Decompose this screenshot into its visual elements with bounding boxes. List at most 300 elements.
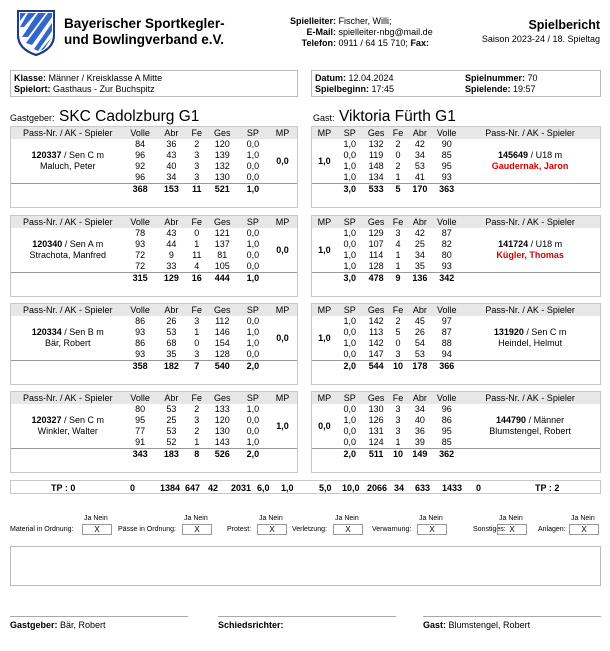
table-cell: 1,0 [246, 327, 260, 337]
spielende-label: Spielende: [465, 84, 511, 94]
table-cell: 148 [368, 161, 384, 171]
report-title: Spielbericht [528, 18, 600, 32]
table-cell: 129 [368, 228, 384, 238]
table-cell: 130 [214, 426, 230, 436]
leader-value: Fischer, Willi; [338, 16, 392, 26]
table-cell: 1,0 [343, 172, 356, 182]
table-cell: 34 [414, 250, 425, 260]
host-signature-line [10, 616, 188, 617]
sum-cell: 7 [187, 361, 207, 373]
sum-row [11, 184, 297, 196]
table-cell: 26 [166, 316, 177, 326]
sum-cell: 183 [156, 449, 187, 461]
table-cell: 1,0 [343, 338, 357, 348]
sum-cell: 343 [124, 449, 155, 461]
check-box[interactable]: X [417, 524, 447, 535]
table-cell: 131 [368, 426, 384, 436]
away-col-header: Ges [363, 127, 390, 139]
player-pass: 120334 [31, 327, 62, 337]
table-row [11, 139, 297, 150]
home-player-cell [11, 139, 124, 184]
table-cell: 0,0 [246, 316, 260, 326]
away-team-label: Gast: [313, 113, 335, 123]
table-cell: 82 [441, 239, 452, 249]
home-col-header: Volle [124, 127, 155, 139]
datum-value: 12.04.2024 [348, 73, 394, 83]
away-player-cell [460, 404, 600, 449]
table-cell: 0 [194, 228, 200, 238]
table-cell: 4 [194, 261, 200, 271]
check-box[interactable]: X [333, 524, 363, 535]
player-ak: / Sen C m [523, 327, 567, 337]
check-box[interactable]: X [82, 524, 112, 535]
away-player-mp: 1,0 [318, 244, 331, 255]
table-cell: 3 [194, 161, 200, 171]
table-cell: 85 [441, 150, 452, 160]
sum-cell: 1,0 [238, 273, 268, 285]
table-cell: 2 [395, 316, 401, 326]
table-cell: 80 [135, 404, 146, 414]
report-header [482, 18, 600, 44]
home-team-label: Gastgeber: [10, 113, 55, 123]
player-pass: 120340 [32, 239, 63, 249]
table-cell: 44 [166, 239, 177, 249]
home-col-header: Volle [124, 304, 155, 316]
table-cell: 93 [135, 349, 146, 359]
table-cell: 3 [194, 415, 200, 425]
table-cell: 0,0 [343, 239, 357, 249]
table-cell: 40 [166, 161, 177, 171]
sum-row [11, 273, 297, 285]
away-player-cell [460, 228, 600, 273]
table-cell: 35 [414, 261, 425, 271]
table-cell: 2 [194, 426, 200, 436]
table-cell: 0,0 [246, 139, 260, 149]
org-line-2: und Bowlingverband e.V. [64, 32, 225, 47]
home-col-header: Abr [156, 216, 187, 228]
away-bonus: 0 [476, 483, 482, 493]
association-logo [14, 5, 58, 57]
table-cell: 1,0 [246, 239, 260, 249]
spielnummer-value: 70 [527, 73, 538, 83]
guest-signature [423, 620, 530, 630]
sum-cell: 11 [187, 184, 207, 196]
player-name: Bär, Robert [44, 338, 91, 348]
sum-row [312, 184, 600, 196]
table-cell: 133 [214, 404, 230, 414]
sum-cell: 511 [363, 449, 390, 461]
contact-block [248, 16, 448, 49]
table-cell: 1,0 [343, 415, 356, 425]
home-col-header: Abr [156, 392, 187, 404]
table-cell: 1,0 [343, 161, 356, 171]
player-pass: 120337 [31, 150, 62, 160]
table-row [312, 316, 600, 327]
home-col-header: Pass-Nr. / AK - Spieler [11, 304, 124, 316]
away-player-mp: 0,0 [318, 420, 331, 431]
sum-cell: 9 [390, 273, 407, 285]
table-cell: 86 [441, 415, 452, 425]
sum-cell: 178 [406, 361, 433, 373]
table-cell: 86 [135, 338, 146, 348]
table-cell: 45 [414, 316, 425, 326]
home-col-header: Pass-Nr. / AK - Spieler [11, 127, 124, 139]
table-cell: 3 [395, 228, 401, 238]
away-team-name: Viktoria Fürth G1 [338, 108, 456, 125]
sum-cell: 342 [433, 273, 460, 285]
sum-cell: 153 [156, 184, 187, 196]
check-box[interactable]: X [569, 524, 599, 535]
table-cell: 1 [395, 261, 401, 271]
guest-sig-label: Gast: [423, 620, 447, 630]
away-player-block [311, 126, 601, 208]
table-cell: 36 [166, 139, 177, 149]
table-cell: 87 [441, 228, 452, 238]
table-row [312, 139, 600, 150]
player-name: Heindel, Helmut [498, 338, 563, 348]
away-col-header: Abr [406, 392, 433, 404]
sum-cell: 363 [433, 184, 460, 196]
table-cell: 105 [214, 261, 230, 271]
table-cell: 53 [166, 426, 177, 436]
away-player-mp: 1,0 [318, 155, 331, 166]
table-cell: 91 [135, 437, 146, 447]
home-col-header: Ges [207, 216, 238, 228]
player-name: Winkler, Walter [37, 426, 98, 436]
home-player-cell [11, 404, 124, 449]
home-total-sp: 6,0 [257, 483, 270, 493]
table-cell: 0,0 [246, 426, 260, 436]
check-label: Material in Ordnung: [10, 526, 74, 533]
away-col-header: Abr [406, 304, 433, 316]
sum-cell: 478 [363, 273, 390, 285]
table-cell: 54 [414, 338, 425, 348]
player-ak: / U18 m [528, 239, 563, 249]
home-player-mp: 0,0 [276, 244, 289, 255]
spielort-value: Gasthaus - Zur Buchspitz [53, 84, 155, 94]
ja-nein-header: Ja Nein [259, 515, 283, 522]
email-value[interactable]: spielleiter-nbg@mail.de [338, 27, 433, 37]
table-cell: 0,0 [343, 426, 356, 436]
sum-cell: 533 [363, 184, 390, 196]
table-cell: 53 [166, 327, 177, 337]
away-col-header: Abr [406, 127, 433, 139]
sum-cell: 10 [390, 449, 407, 461]
ja-nein-header: Ja Nein [419, 515, 443, 522]
player-ak: / U18 m [528, 150, 563, 160]
table-cell: 92 [135, 161, 146, 171]
table-cell: 26 [414, 327, 425, 337]
check-box[interactable]: X [182, 524, 212, 535]
table-cell: 52 [166, 437, 177, 447]
table-cell: 2 [194, 404, 200, 414]
table-cell: 2 [194, 139, 200, 149]
home-col-header: Ges [207, 304, 238, 316]
referee-signature-line [218, 616, 396, 617]
check-box[interactable]: X [497, 524, 527, 535]
table-cell: 3 [194, 172, 200, 182]
table-cell: 0,0 [246, 172, 260, 182]
table-cell: 93 [441, 172, 452, 182]
table-cell: 1 [194, 327, 200, 337]
away-col-header: MP [312, 216, 337, 228]
table-cell: 1,0 [343, 316, 357, 326]
table-cell: 34 [166, 172, 177, 182]
table-cell: 1,0 [246, 338, 260, 348]
player-ak: / Sen C m [61, 150, 105, 160]
sum-cell: 136 [406, 273, 433, 285]
away-col-header: Fe [390, 127, 407, 139]
sum-cell: 526 [207, 449, 238, 461]
sum-cell: 182 [156, 361, 187, 373]
klasse-label: Klasse: [14, 73, 47, 83]
table-cell: 3 [395, 349, 401, 359]
table-row [312, 404, 600, 415]
sum-cell: 2,0 [238, 449, 268, 461]
home-col-header: Abr [156, 127, 187, 139]
table-cell: 35 [166, 349, 177, 359]
away-col-header: Volle [433, 127, 460, 139]
table-cell: 154 [214, 338, 230, 348]
player-pass: 144790 [496, 415, 527, 425]
org-line-1: Bayerischer Sportkegler- [64, 16, 225, 31]
table-cell: 0,0 [343, 150, 356, 160]
table-cell: 25 [414, 239, 425, 249]
away-col-header: Ges [363, 304, 390, 316]
sum-row [11, 361, 297, 373]
table-cell: 119 [368, 150, 384, 160]
home-team-name: SKC Cadolzburg G1 [58, 108, 200, 125]
sum-cell: 358 [124, 361, 155, 373]
table-cell: 9 [168, 250, 174, 260]
sum-cell: 2,0 [337, 361, 363, 373]
table-cell: 36 [414, 426, 425, 436]
table-cell: 53 [414, 161, 425, 171]
table-cell: 126 [368, 415, 384, 425]
table-cell: 124 [368, 437, 384, 447]
sum-cell: 149 [406, 449, 433, 461]
sum-cell: 129 [156, 273, 187, 285]
table-cell: 0,0 [246, 349, 260, 359]
home-col-header: Fe [187, 304, 207, 316]
table-cell: 53 [414, 349, 425, 359]
sum-cell: 521 [207, 184, 238, 196]
table-cell: 143 [214, 437, 230, 447]
home-player-mp: 1,0 [276, 420, 289, 431]
home-player-table [11, 392, 297, 460]
home-player-mp: 0,0 [276, 155, 289, 166]
referee-sig-label: Schiedsrichter: [218, 620, 284, 630]
table-cell: 77 [135, 426, 146, 436]
table-row [11, 404, 297, 415]
player-name: Strachota, Manfred [29, 250, 106, 260]
away-player-cell [460, 316, 600, 361]
table-cell: 96 [441, 404, 452, 414]
table-cell: 95 [441, 426, 452, 436]
phone-value: 0911 / 64 15 710; [338, 38, 408, 48]
away-col-header: Fe [390, 392, 407, 404]
table-cell: 4 [395, 239, 401, 249]
table-cell: 120 [214, 139, 230, 149]
totals-bar [10, 480, 601, 494]
home-player-block [10, 215, 298, 297]
home-col-header: Pass-Nr. / AK - Spieler [11, 392, 124, 404]
table-cell: 39 [414, 437, 425, 447]
leader-label: Spielleiter: [289, 16, 336, 26]
player-pass: 131920 [493, 327, 524, 337]
table-cell: 95 [441, 161, 452, 171]
ja-nein-header: Ja Nein [184, 515, 208, 522]
home-col-header: Abr [156, 304, 187, 316]
table-cell: 93 [441, 261, 452, 271]
phone-label: Telefon: [301, 38, 336, 48]
match-class-box [10, 70, 298, 97]
away-col-header: SP [337, 216, 363, 228]
table-cell: 42 [414, 228, 425, 238]
home-total-mp: 1,0 [281, 483, 294, 493]
table-cell: 93 [135, 327, 146, 337]
player-name: Kügler, Thomas [496, 250, 564, 260]
table-cell: 1 [194, 437, 200, 447]
home-bonus: 0 [130, 483, 136, 493]
home-col-header: Pass-Nr. / AK - Spieler [11, 216, 124, 228]
away-total-fe: 34 [394, 483, 405, 493]
table-cell: 128 [368, 261, 384, 271]
table-cell: 42 [414, 139, 425, 149]
table-cell: 0,0 [246, 415, 260, 425]
home-player-cell [11, 316, 124, 361]
sum-cell: 540 [207, 361, 238, 373]
table-cell: 0,0 [246, 228, 260, 238]
table-cell: 0,0 [343, 349, 357, 359]
remarks-box[interactable] [10, 546, 601, 586]
away-team-heading [313, 108, 456, 126]
home-col-header: SP [238, 304, 268, 316]
table-cell: 25 [166, 415, 177, 425]
table-cell: 112 [215, 316, 230, 326]
sum-cell: 444 [207, 273, 238, 285]
table-cell: 142 [368, 338, 384, 348]
away-col-header: Pass-Nr. / AK - Spieler [460, 216, 600, 228]
home-player-block [10, 391, 298, 473]
home-player-block [10, 303, 298, 385]
away-col-header: Fe [390, 304, 407, 316]
home-player-table [11, 127, 297, 195]
away-player-block [311, 391, 601, 473]
sum-row [11, 449, 297, 461]
table-cell: 93 [135, 239, 146, 249]
table-cell: 94 [441, 349, 452, 359]
table-cell: 132 [214, 161, 230, 171]
table-cell: 53 [166, 404, 177, 414]
ja-nein-header: Ja Nein [571, 515, 595, 522]
table-cell: 85 [441, 437, 452, 447]
table-cell: 95 [135, 415, 146, 425]
table-cell: 2 [395, 139, 401, 149]
check-box[interactable]: X [257, 524, 287, 535]
away-player-block [311, 303, 601, 385]
home-player-mp: 0,0 [276, 332, 289, 343]
sum-cell: 5 [390, 184, 407, 196]
table-cell: 3 [194, 150, 200, 160]
away-col-header: Volle [433, 304, 460, 316]
home-tp: TP : 0 [51, 483, 76, 493]
away-player-table [312, 216, 600, 284]
sum-cell: 362 [433, 449, 460, 461]
host-sig-label: Gastgeber: [10, 620, 58, 630]
match-time-box [311, 70, 601, 97]
home-col-header: Volle [124, 216, 155, 228]
player-ak: / Männer [526, 415, 565, 425]
table-cell: 43 [166, 150, 177, 160]
table-cell: 0,0 [343, 437, 356, 447]
table-cell: 33 [166, 261, 177, 271]
table-cell: 3 [395, 415, 401, 425]
table-cell: 0,0 [246, 250, 260, 260]
table-cell: 3 [395, 404, 401, 414]
home-player-table [11, 304, 297, 372]
sum-cell: 3,0 [337, 273, 363, 285]
away-player-table [312, 304, 600, 372]
away-col-header: MP [312, 392, 337, 404]
table-cell: 84 [135, 139, 146, 149]
spielort-label: Spielort: [14, 84, 51, 94]
sum-cell: 366 [433, 361, 460, 373]
away-total-abr: 633 [415, 483, 431, 493]
table-cell: 72 [135, 250, 146, 260]
sum-cell: 315 [124, 273, 155, 285]
sum-cell: 544 [363, 361, 390, 373]
table-row [312, 228, 600, 239]
sum-cell: 170 [406, 184, 433, 196]
home-col-header: Fe [187, 127, 207, 139]
home-col-header: Ges [207, 392, 238, 404]
away-col-header: Pass-Nr. / AK - Spieler [460, 392, 600, 404]
table-cell: 88 [441, 338, 452, 348]
sum-cell: 1,0 [238, 184, 268, 196]
away-col-header: Pass-Nr. / AK - Spieler [460, 127, 600, 139]
away-player-table [312, 127, 600, 195]
table-cell: 113 [368, 327, 384, 337]
away-player-table [312, 392, 600, 460]
sum-row [312, 449, 600, 461]
table-cell: 1,0 [246, 150, 260, 160]
away-total-mp: 5,0 [319, 483, 332, 493]
sum-row [312, 273, 600, 285]
table-cell: 40 [414, 415, 425, 425]
table-cell: 130 [214, 172, 230, 182]
ja-nein-header: Ja Nein [499, 515, 523, 522]
table-cell: 1 [395, 437, 401, 447]
table-cell: 80 [441, 250, 452, 260]
away-col-header: Ges [363, 216, 390, 228]
home-total-fe: 42 [208, 483, 219, 493]
sum-row [312, 361, 600, 373]
host-sig-value: Bär, Robert [60, 620, 106, 630]
away-col-header: SP [337, 304, 363, 316]
table-cell: 78 [135, 228, 146, 238]
table-cell: 81 [217, 250, 228, 260]
away-col-header: Volle [433, 216, 460, 228]
away-player-block [311, 215, 601, 297]
table-cell: 0 [194, 338, 200, 348]
home-player-table [11, 216, 297, 284]
table-cell: 137 [214, 239, 230, 249]
host-signature [10, 620, 106, 630]
table-cell: 1,0 [343, 228, 357, 238]
table-cell: 142 [368, 316, 384, 326]
table-cell: 107 [368, 239, 384, 249]
